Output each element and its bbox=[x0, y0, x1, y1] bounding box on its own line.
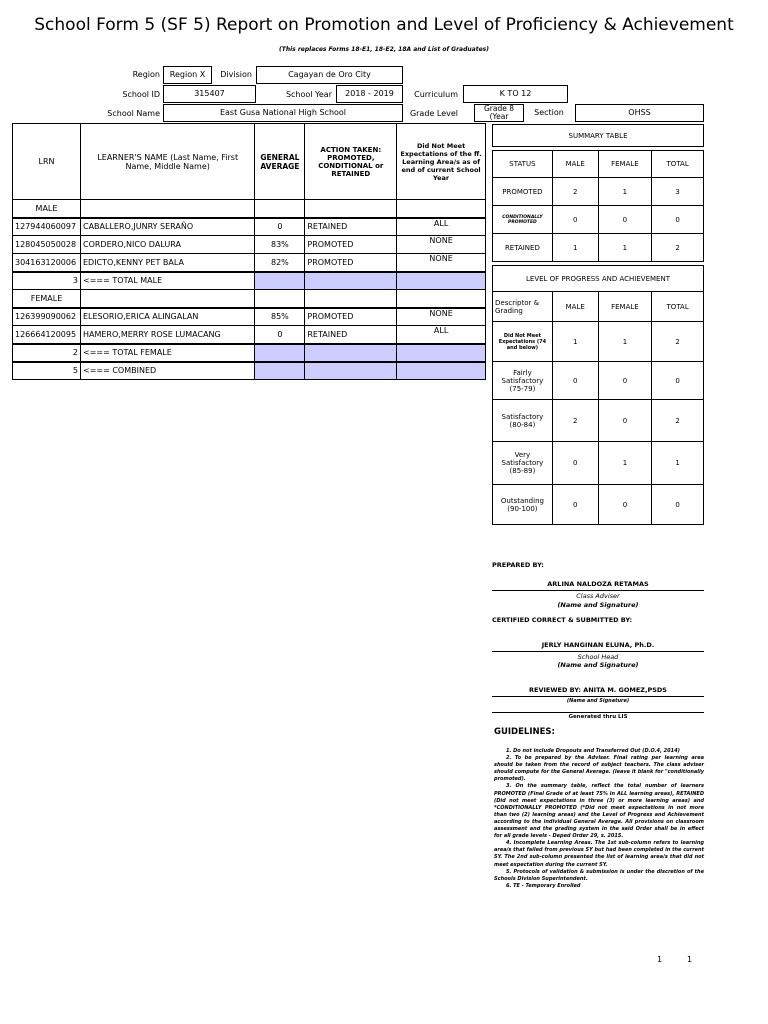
average-cell: 0 bbox=[255, 326, 305, 344]
name-cell: EDICTO,KENNY PET BALA bbox=[80, 254, 254, 272]
action-cell: RETAINED bbox=[305, 326, 397, 344]
average-cell: 0 bbox=[255, 218, 305, 236]
grade-level-value: Grade 8 (Year bbox=[474, 104, 524, 122]
progress-header-descriptor: Descriptor & Grading bbox=[493, 292, 553, 322]
summary-header-status: STATUS bbox=[493, 151, 553, 178]
action-cell: PROMOTED bbox=[305, 236, 397, 254]
average-cell: 85% bbox=[255, 308, 305, 326]
reviewed-by: REVIEWED BY: ANITA M. GOMEZ,PSDS bbox=[529, 686, 667, 694]
progress-total: 0 bbox=[652, 362, 704, 400]
notmet-cell: ALL bbox=[397, 326, 486, 344]
progress-female: 1 bbox=[598, 322, 652, 362]
female-section-row bbox=[13, 290, 486, 308]
summary-row bbox=[493, 178, 704, 206]
summary-total: 3 bbox=[652, 178, 704, 206]
guidelines-title: GUIDELINES: bbox=[494, 727, 555, 737]
page-count: 1 bbox=[687, 955, 693, 964]
table-row bbox=[13, 236, 486, 254]
head-name: JERLY HANGINAN ELUNA, Ph.D. bbox=[541, 641, 655, 649]
lrn-cell: 128045050028 bbox=[13, 236, 81, 254]
summary-male: 1 bbox=[552, 234, 598, 262]
average-cell: 83% bbox=[255, 236, 305, 254]
combined-label: <=== COMBINED bbox=[80, 362, 254, 380]
region-label: Region bbox=[132, 70, 160, 79]
total-male-label: <=== TOTAL MALE bbox=[80, 272, 254, 290]
notmet-cell: NONE bbox=[397, 254, 486, 272]
col-name-header: LEARNER'S NAME (Last Name, First Name, Middle Name) bbox=[80, 124, 254, 200]
summary-title: SUMMARY TABLE bbox=[493, 125, 704, 147]
school-name-label: School Name bbox=[107, 109, 160, 118]
progress-total: 2 bbox=[652, 322, 704, 362]
table-row bbox=[13, 326, 486, 344]
guideline-item: 1. Do not include Dropouts and Transferred Out (D.O.4, 2014) bbox=[506, 748, 680, 754]
school-year-value: 2018 - 2019 bbox=[336, 85, 403, 103]
adviser-hint: (Name and Signature) bbox=[557, 601, 639, 609]
signature-line bbox=[492, 712, 704, 713]
male-section-row bbox=[13, 200, 486, 218]
summary-female: 0 bbox=[598, 206, 652, 234]
summary-female: 1 bbox=[598, 178, 652, 206]
summary-male: 2 bbox=[552, 178, 598, 206]
progress-descriptor: Fairly Satisfactory (75-79) bbox=[493, 362, 553, 400]
progress-male: 0 bbox=[552, 362, 598, 400]
guideline-item: 2. To be prepared by the Adviser. Final rating per learning area should be taken from the record of subject teachers. The class adviser should compute for the General Average. (leave it blank for "conditionally promoted). bbox=[494, 755, 704, 783]
progress-male: 0 bbox=[552, 442, 598, 485]
action-cell: PROMOTED bbox=[305, 308, 397, 326]
col-action-header: ACTION TAKEN: PROMOTED, CONDITIONAL or RETAINED bbox=[305, 124, 397, 200]
section-value: OHSS bbox=[575, 104, 704, 122]
progress-row bbox=[493, 322, 704, 362]
progress-header-female: FEMALE bbox=[598, 292, 652, 322]
summary-row bbox=[493, 206, 704, 234]
school-id-label: School ID bbox=[122, 90, 160, 99]
action-cell: PROMOTED bbox=[305, 254, 397, 272]
total-female-row bbox=[13, 344, 486, 362]
summary-status: PROMOTED bbox=[493, 178, 553, 206]
col-lrn-header: LRN bbox=[13, 124, 81, 200]
average-cell: 82% bbox=[255, 254, 305, 272]
summary-row bbox=[493, 234, 704, 262]
summary-header-total: TOTAL bbox=[652, 151, 704, 178]
summary-table bbox=[492, 124, 704, 262]
lrn-cell: 126399090062 bbox=[13, 308, 81, 326]
combined-count: 5 bbox=[13, 362, 81, 380]
curriculum-value: K TO 12 bbox=[463, 85, 568, 103]
name-cell: CORDERO,NICO DALURA bbox=[80, 236, 254, 254]
female-section-label: FEMALE bbox=[13, 290, 81, 308]
summary-header-female: FEMALE bbox=[598, 151, 652, 178]
table-header-row bbox=[13, 124, 486, 200]
progress-female: 0 bbox=[598, 362, 652, 400]
curriculum-label: Curriculum bbox=[414, 90, 458, 99]
progress-female: 1 bbox=[598, 442, 652, 485]
school-year-label: School Year bbox=[285, 90, 332, 99]
name-cell: HAMERO,MERRY ROSE LUMACANG bbox=[80, 326, 254, 344]
progress-total: 1 bbox=[652, 442, 704, 485]
progress-descriptor: Did Not Meet Expectations (74 and below) bbox=[493, 322, 553, 362]
progress-total: 2 bbox=[652, 400, 704, 442]
grade-level-label: Grade Level bbox=[409, 109, 458, 118]
name-cell: ELESORIO,ERICA ALINGALAN bbox=[80, 308, 254, 326]
progress-male: 2 bbox=[552, 400, 598, 442]
signature-line bbox=[492, 651, 704, 652]
guideline-item: 6. TE - Temporary Enrolled bbox=[506, 882, 581, 889]
progress-header-total: TOTAL bbox=[652, 292, 704, 322]
signature-line bbox=[492, 696, 704, 697]
notmet-cell: ALL bbox=[397, 218, 486, 236]
guidelines-list bbox=[494, 748, 704, 890]
division-label: Division bbox=[220, 70, 252, 79]
learners-table bbox=[12, 123, 486, 380]
progress-descriptor: Outstanding (90-100) bbox=[493, 485, 553, 525]
page-number: 1 bbox=[657, 955, 663, 964]
progress-row bbox=[493, 442, 704, 485]
total-male-count: 3 bbox=[13, 272, 81, 290]
generated-note: Generated thru LIS bbox=[568, 714, 628, 720]
adviser-role: Class Adviser bbox=[576, 592, 620, 600]
table-row bbox=[13, 254, 486, 272]
guideline-item: 5. Protocols of validation & submission is under the discretion of the Schools Division Superintendent. bbox=[494, 868, 704, 882]
summary-status: RETAINED bbox=[493, 234, 553, 262]
col-notmet-header: Did Not Meet Expectations of the ff. Learning Area/s as of end of current School Year bbox=[397, 124, 486, 200]
reviewed-hint: (Name and Signature) bbox=[566, 698, 630, 704]
lrn-cell: 127944060097 bbox=[13, 218, 81, 236]
progress-row bbox=[493, 362, 704, 400]
progress-row bbox=[493, 485, 704, 525]
progress-total: 0 bbox=[652, 485, 704, 525]
head-hint: (Name and Signature) bbox=[557, 661, 639, 669]
school-name-value: East Gusa National High School bbox=[163, 104, 403, 122]
combined-row bbox=[13, 362, 486, 380]
section-label: Section bbox=[534, 107, 564, 117]
region-value: Region X bbox=[163, 66, 212, 84]
division-value: Cagayan de Oro City bbox=[256, 66, 403, 84]
male-section-label: MALE bbox=[13, 200, 81, 218]
progress-row bbox=[493, 400, 704, 442]
table-row bbox=[13, 218, 486, 236]
school-id-value: 315407 bbox=[163, 85, 256, 103]
guideline-item: 4. Incomplete Learning Areas. The 1st sub-column refers to learning area/s that failed from previous SY but had been completed in the current SY. The 2nd sub-column presented the list of learning area/s that did not meet expectation during the current SY. bbox=[494, 840, 704, 868]
total-female-label: <=== TOTAL FEMALE bbox=[80, 344, 254, 362]
progress-header-male: MALE bbox=[552, 292, 598, 322]
page-title: School Form 5 (SF 5) Report on Promotion and Level of Proficiency & Achievement bbox=[34, 15, 734, 35]
head-role: School Head bbox=[577, 653, 619, 661]
summary-total: 2 bbox=[652, 234, 704, 262]
page-subtitle: (This replaces Forms 18-E1, 18-E2, 18A and List of Graduates) bbox=[279, 46, 489, 53]
notmet-cell: NONE bbox=[397, 308, 486, 326]
prepared-by-label: PREPARED BY: bbox=[492, 561, 544, 569]
summary-female: 1 bbox=[598, 234, 652, 262]
summary-header-male: MALE bbox=[552, 151, 598, 178]
name-cell: CABALLERO,JUNRY SERAÑO bbox=[80, 218, 254, 236]
progress-male: 1 bbox=[552, 322, 598, 362]
guideline-item: 3. On the summary table, reflect the total number of learners PROMOTED (Final Grade of at least 75% in ALL learning areas), RETAINED (Did not meet expectations in three (3) or more learning areas) and *CONDITIONALLY PROMOTED (*Did not meet expectations in not more than two (2) learning areas) and the Level of Progress and Achievement according to the individual General Average. All provisions on classroom assessment and the grading system in the said Order shall be in effect for all grade levels - Deped Order 29, s. 2015. bbox=[494, 783, 704, 840]
total-female-count: 2 bbox=[13, 344, 81, 362]
signature-line bbox=[492, 590, 704, 591]
action-cell: RETAINED bbox=[305, 218, 397, 236]
progress-female: 0 bbox=[598, 485, 652, 525]
progress-title: LEVEL OF PROGRESS AND ACHIEVEMENT bbox=[493, 266, 704, 292]
progress-descriptor: Satisfactory (80-84) bbox=[493, 400, 553, 442]
summary-total: 0 bbox=[652, 206, 704, 234]
certified-by-label: CERTIFIED CORRECT & SUBMITTED BY: bbox=[492, 616, 633, 624]
adviser-name: ARLINA NALDOZA RETAMAS bbox=[547, 580, 649, 588]
progress-table bbox=[492, 265, 704, 525]
col-average-header: GENERAL AVERAGE bbox=[255, 124, 305, 200]
summary-male: 0 bbox=[552, 206, 598, 234]
lrn-cell: 304163120006 bbox=[13, 254, 81, 272]
progress-female: 0 bbox=[598, 400, 652, 442]
progress-male: 0 bbox=[552, 485, 598, 525]
notmet-cell: NONE bbox=[397, 236, 486, 254]
lrn-cell: 126664120095 bbox=[13, 326, 81, 344]
total-male-row bbox=[13, 272, 486, 290]
progress-descriptor: Very Satisfactory (85-89) bbox=[493, 442, 553, 485]
table-row bbox=[13, 308, 486, 326]
summary-status: CONDITIONALLY PROMOTED bbox=[493, 206, 553, 234]
